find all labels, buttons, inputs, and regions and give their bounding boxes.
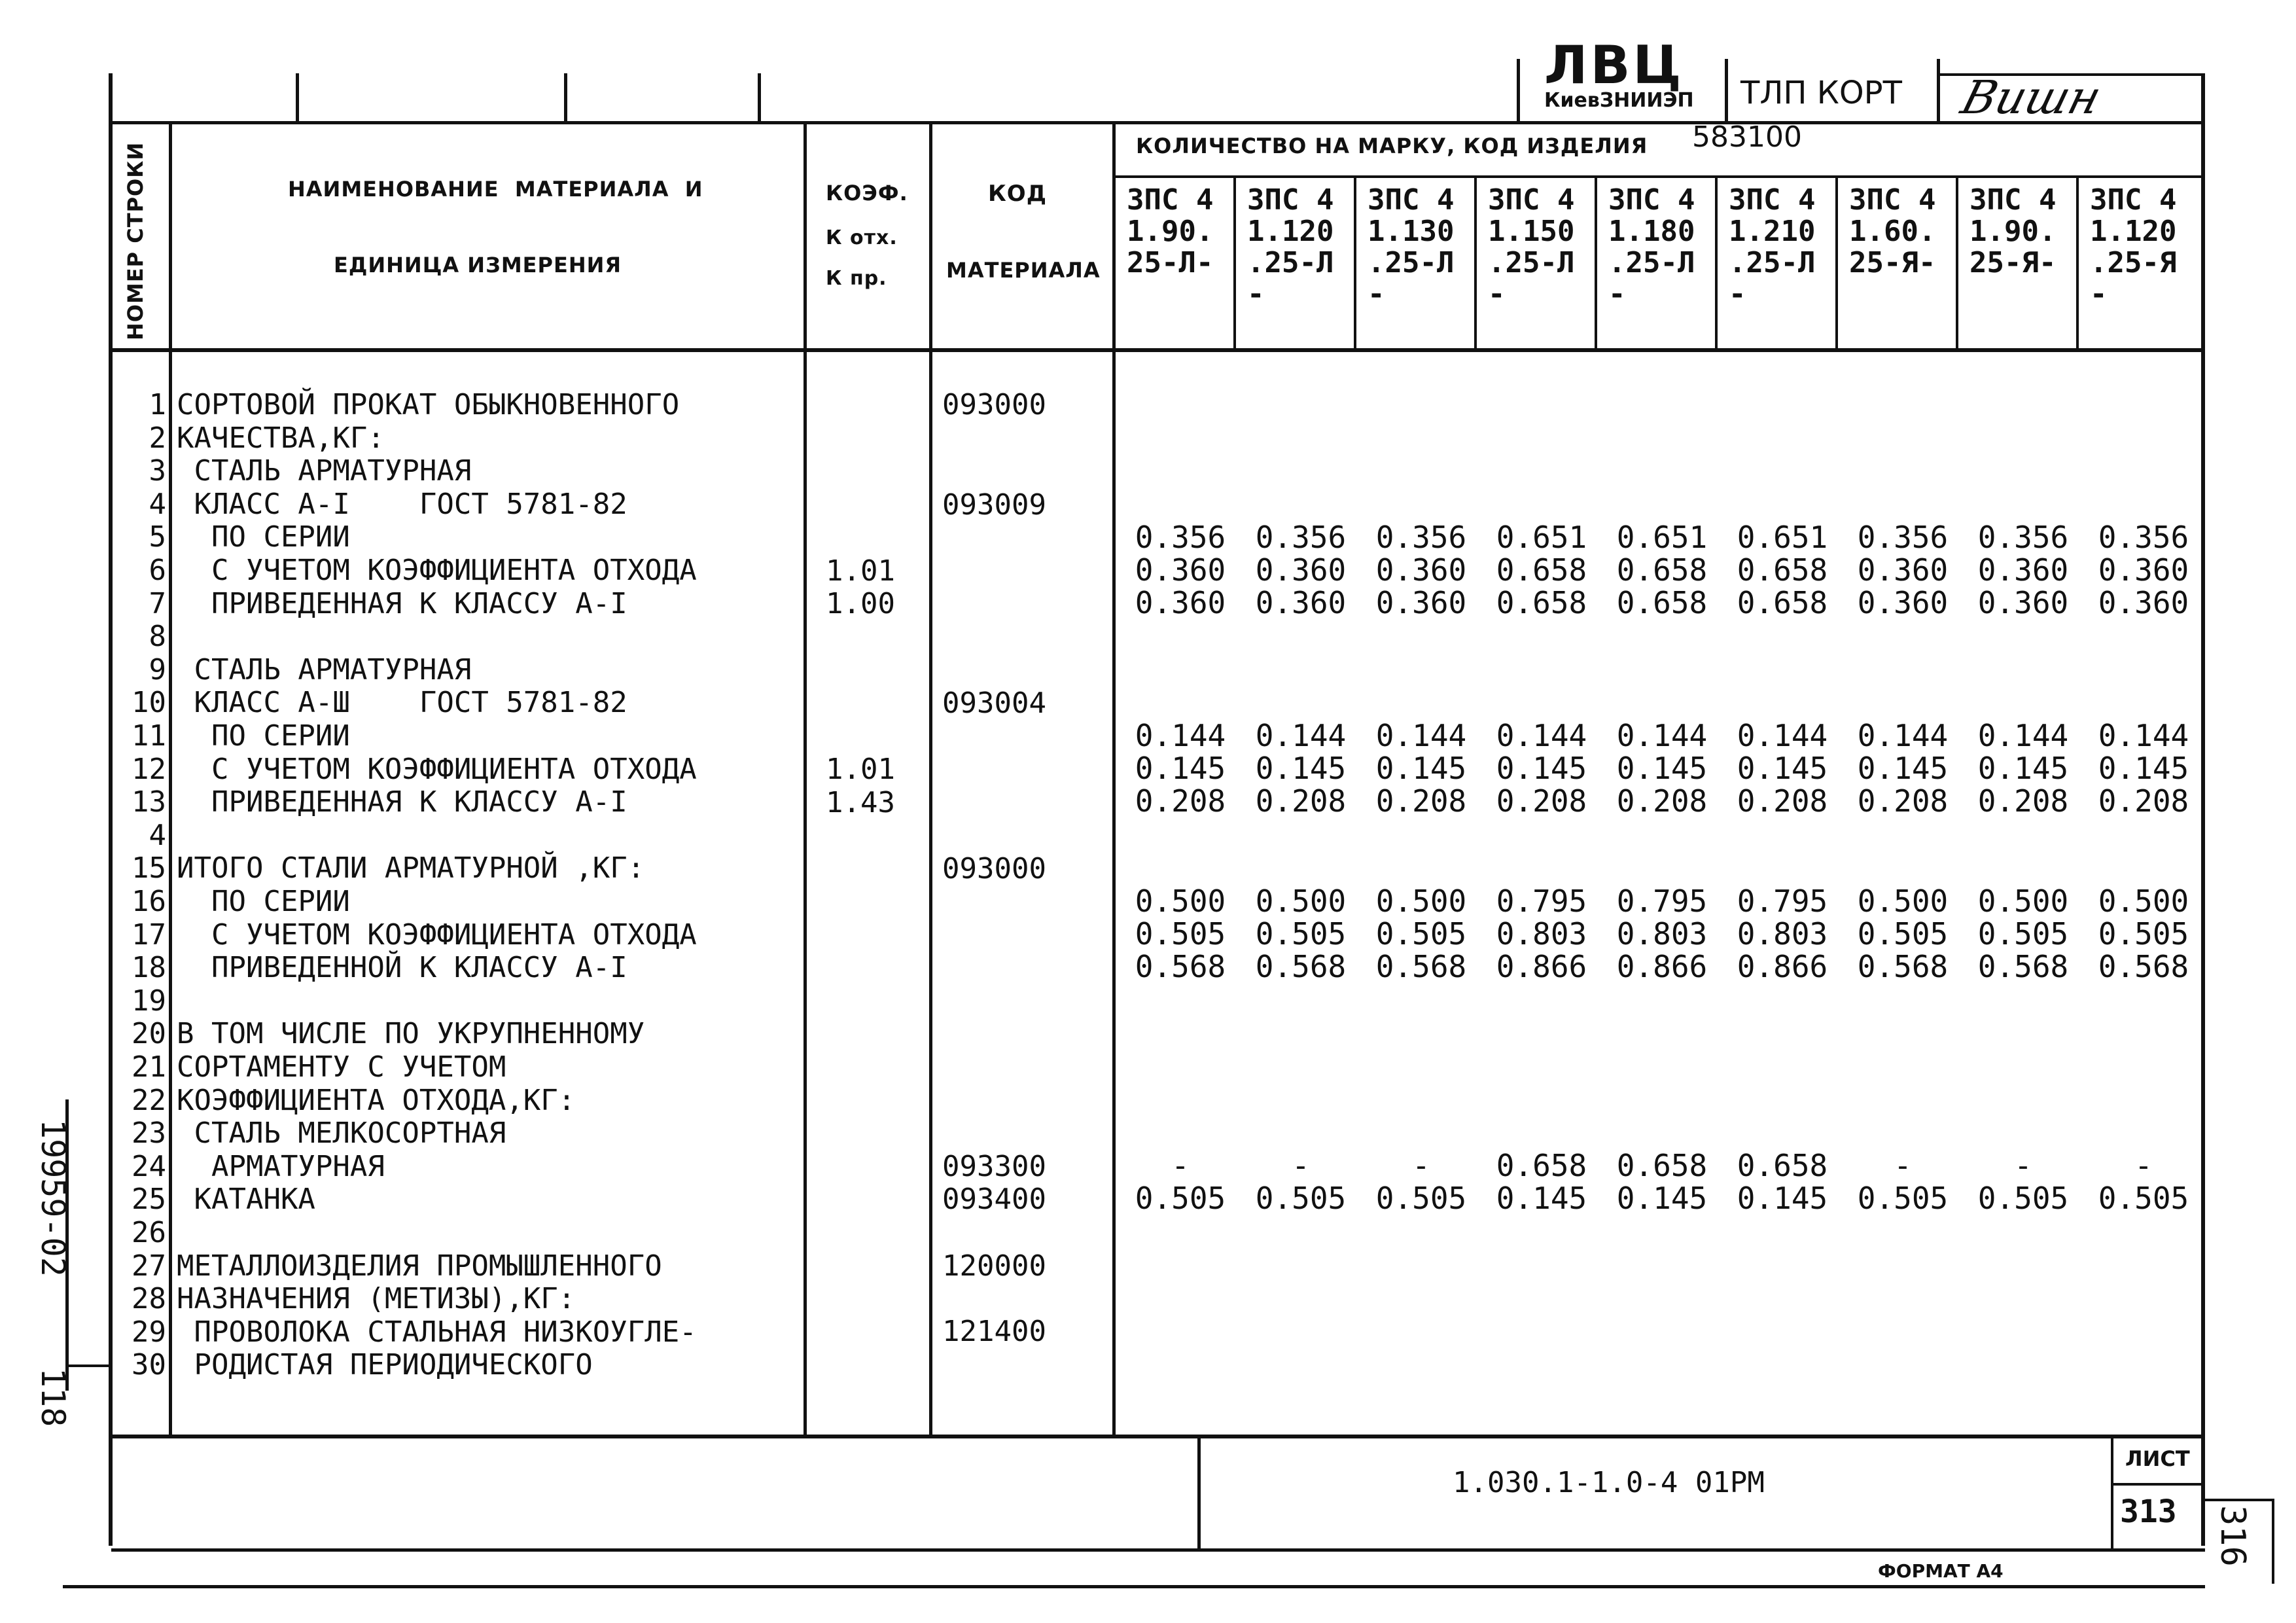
- quantity-value: 0.356: [1977, 520, 2069, 555]
- material-name: ПРИВЕДЕННАЯ К КЛАССУ А-I: [177, 785, 627, 819]
- quantity-value: 0.144: [1496, 718, 1587, 753]
- material-name: КАЧЕСТВА,КГ:: [177, 421, 385, 455]
- code-header-1: КОД: [988, 181, 1047, 207]
- column-header: 3ПС 4 1.90. 25-Я-: [1969, 183, 2057, 279]
- quantity-value: 0.208: [1375, 783, 1467, 819]
- quantity-value: 0.658: [1496, 585, 1587, 620]
- material-name: ПРИВЕДЕННАЯ К КЛАССУ А-I: [177, 586, 627, 620]
- quantity-value: 0.360: [1255, 552, 1347, 588]
- quantity-value: 0.208: [1255, 783, 1347, 819]
- column-header: 3ПС 4 1.60. 25-Я-: [1849, 183, 1936, 279]
- quantity-value: 0.208: [1857, 783, 1949, 819]
- material-name: НАЗНАЧЕНИЯ (МЕТИЗЫ),КГ:: [177, 1282, 576, 1316]
- quantity-value: 0.145: [1857, 751, 1949, 786]
- quantity-value: 0.505: [1375, 1181, 1467, 1216]
- quantity-value: 0.568: [1857, 949, 1949, 984]
- material-name: ПО СЕРИИ: [177, 885, 350, 918]
- quantity-value: -: [1894, 1148, 1912, 1183]
- row-number: 4: [149, 487, 166, 521]
- quantity-value: 0.658: [1737, 585, 1828, 620]
- quantity-value: 0.505: [1135, 916, 1226, 952]
- material-name: ПРИВЕДЕННОЙ К КЛАССУ А-I: [177, 951, 627, 985]
- material-name: ПО СЕРИИ: [177, 719, 350, 753]
- quantity-value: 0.145: [1255, 751, 1347, 786]
- quantity-value: 0.651: [1496, 520, 1587, 555]
- material-name: КЛАСС А-Ш ГОСТ 5781-82: [177, 686, 627, 720]
- dept-label: ТЛП КОРТ: [1740, 75, 1902, 111]
- quantity-value: 0.568: [2098, 949, 2189, 984]
- product-code: 583100: [1692, 120, 1802, 154]
- quantity-value: 0.360: [2098, 552, 2189, 588]
- row-number: 10: [132, 686, 166, 720]
- material-name: В ТОМ ЧИСЛЕ ПО УКРУПНЕННОМУ: [177, 1017, 645, 1051]
- quantity-value: 0.145: [1496, 751, 1587, 786]
- quantity-value: 0.866: [1737, 949, 1828, 984]
- koef-value: 1.00: [826, 587, 895, 620]
- material-name: АРМАТУРНАЯ: [177, 1149, 385, 1183]
- quantity-value: 0.145: [1375, 751, 1467, 786]
- unit-header: ЕДИНИЦА ИЗМЕРЕНИЯ: [334, 253, 622, 277]
- quantity-value: 0.651: [1616, 520, 1708, 555]
- quantity-value: 0.356: [1255, 520, 1347, 555]
- material-name: КОЭФФИЦИЕНТА ОТХОДА,КГ:: [177, 1083, 576, 1117]
- quantity-value: 0.568: [1375, 949, 1467, 984]
- material-name: СТАЛЬ АРМАТУРНАЯ: [177, 454, 472, 488]
- quantity-value: -: [1412, 1148, 1430, 1183]
- row-number: 27: [132, 1249, 166, 1283]
- row-number: 4: [149, 818, 166, 852]
- column-header: 3ПС 4 1.150 .25-Л -: [1488, 183, 1575, 311]
- row-number: 15: [132, 851, 166, 885]
- koef-header-3: К пр.: [826, 267, 887, 290]
- koef-value: 1.01: [826, 753, 895, 786]
- material-name: С УЧЕТОМ КОЭФФИЦИЕНТА ОТХОДА: [177, 752, 697, 786]
- material-name: С УЧЕТОМ КОЭФФИЦИЕНТА ОТХОДА: [177, 918, 697, 952]
- quantity-value: 0.208: [1977, 783, 2069, 819]
- sheet-label: ЛИСТ: [2125, 1446, 2190, 1471]
- quantity-value: 0.658: [1616, 585, 1708, 620]
- koef-value: 1.01: [826, 554, 895, 588]
- quantity-value: 0.795: [1616, 883, 1708, 919]
- row-number: 18: [132, 951, 166, 985]
- quantity-value: 0.651: [1737, 520, 1828, 555]
- quantity-value: 0.866: [1616, 949, 1708, 984]
- quantity-value: 0.208: [1496, 783, 1587, 819]
- quantity-value: 0.145: [1737, 751, 1828, 786]
- quantity-value: -: [2014, 1148, 2032, 1183]
- quantity-value: 0.360: [1135, 552, 1226, 588]
- quantity-value: 0.803: [1496, 916, 1587, 952]
- quantity-value: 0.803: [1737, 916, 1828, 952]
- material-name-header: НАИМЕНОВАНИЕ МАТЕРИАЛА И: [288, 177, 703, 202]
- quantity-value: -: [1171, 1148, 1190, 1183]
- quantity-value: 0.505: [2098, 916, 2189, 952]
- quantity-value: 0.360: [1857, 585, 1949, 620]
- quantity-value: 0.144: [1737, 718, 1828, 753]
- quantity-value: 0.360: [1135, 585, 1226, 620]
- column-header: 3ПС 4 1.90. 25-Л-: [1127, 183, 1214, 279]
- quantity-value: 0.505: [1135, 1181, 1226, 1216]
- quantity-value: 0.356: [1857, 520, 1949, 555]
- side-code: 19959-02: [34, 1119, 72, 1277]
- column-header: 3ПС 4 1.130 .25-Л -: [1368, 183, 1455, 311]
- signature: Вишн: [1956, 71, 2107, 124]
- quantity-value: 0.500: [1375, 883, 1467, 919]
- quantity-value: 0.144: [2098, 718, 2189, 753]
- material-code: 093000: [942, 388, 1046, 421]
- column-header: 3ПС 4 1.120 .25-Л -: [1247, 183, 1334, 311]
- quantity-value: 0.658: [1737, 1148, 1828, 1183]
- quantity-value: 0.658: [1496, 552, 1587, 588]
- row-number: 12: [132, 752, 166, 786]
- quantity-value: 0.505: [1857, 916, 1949, 952]
- quantity-value: 0.803: [1616, 916, 1708, 952]
- sheet-number: 313: [2120, 1493, 2177, 1530]
- quantity-value: 0.208: [1737, 783, 1828, 819]
- row-number: 29: [132, 1315, 166, 1349]
- material-code: 121400: [942, 1315, 1046, 1348]
- quantity-value: 0.356: [2098, 520, 2189, 555]
- material-code: 093000: [942, 852, 1046, 885]
- material-name: ПРОВОЛОКА СТАЛЬНАЯ НИЗКОУГЛЕ-: [177, 1315, 697, 1349]
- quantity-value: 0.145: [1616, 1181, 1708, 1216]
- row-number: 13: [132, 785, 166, 819]
- quantity-value: 0.505: [1255, 1181, 1347, 1216]
- quantity-value: 0.145: [1737, 1181, 1828, 1216]
- material-code: 120000: [942, 1249, 1046, 1283]
- quantity-value: 0.658: [1737, 552, 1828, 588]
- quantity-value: 0.795: [1496, 883, 1587, 919]
- quantity-value: 0.360: [1977, 585, 2069, 620]
- quantity-value: 0.360: [2098, 585, 2189, 620]
- quantity-value: 0.500: [2098, 883, 2189, 919]
- material-code: 093009: [942, 488, 1046, 522]
- quantity-value: 0.568: [1135, 949, 1226, 984]
- quantity-value: 0.145: [1616, 751, 1708, 786]
- row-number: 5: [149, 520, 166, 554]
- material-name: СОРТАМЕНТУ С УЧЕТОМ: [177, 1050, 506, 1084]
- koef-header-2: К отх.: [826, 226, 898, 249]
- quantity-value: 0.145: [2098, 751, 2189, 786]
- row-number: 2: [149, 421, 166, 455]
- quantity-value: 0.356: [1135, 520, 1226, 555]
- quantity-value: 0.145: [1977, 751, 2069, 786]
- row-number: 7: [149, 586, 166, 620]
- quantity-value: 0.658: [1496, 1148, 1587, 1183]
- row-number: 9: [149, 652, 166, 687]
- row-number: 20: [132, 1017, 166, 1051]
- row-number: 3: [149, 454, 166, 488]
- quantity-value: 0.144: [1375, 718, 1467, 753]
- material-name: С УЧЕТОМ КОЭФФИЦИЕНТА ОТХОДА: [177, 554, 697, 587]
- row-number: 19: [132, 984, 166, 1018]
- column-header: 3ПС 4 1.180 .25-Л -: [1608, 183, 1695, 311]
- row-number: 22: [132, 1083, 166, 1117]
- doc-code: 1.030.1-1.0-4 01РМ: [1453, 1466, 1765, 1499]
- quantity-value: 0.144: [1255, 718, 1347, 753]
- quantity-value: 0.500: [1255, 883, 1347, 919]
- quantity-value: 0.144: [1616, 718, 1708, 753]
- material-code: 093400: [942, 1183, 1046, 1216]
- quantity-value: 0.505: [1375, 916, 1467, 952]
- quantity-value: 0.208: [1616, 783, 1708, 819]
- side-number: 118: [34, 1368, 72, 1427]
- material-name: КЛАСС А-I ГОСТ 5781-82: [177, 487, 627, 521]
- code-header-2: МАТЕРИАЛА: [946, 258, 1101, 283]
- quantity-value: 0.144: [1857, 718, 1949, 753]
- quantity-value: 0.505: [1977, 916, 2069, 952]
- koef-header-1: КОЭФ.: [826, 181, 908, 205]
- row-number: 30: [132, 1348, 166, 1382]
- material-name: МЕТАЛЛОИЗДЕЛИЯ ПРОМЫШЛЕННОГО: [177, 1249, 662, 1283]
- material-name: СОРТОВОЙ ПРОКАТ ОБЫКНОВЕННОГО: [177, 388, 680, 421]
- row-number: 1: [149, 388, 166, 421]
- quantity-value: 0.500: [1857, 883, 1949, 919]
- quantity-value: 0.144: [1977, 718, 2069, 753]
- quantity-value: 0.500: [1977, 883, 2069, 919]
- quantity-value: 0.208: [2098, 783, 2189, 819]
- column-header: 3ПС 4 1.120 .25-Я -: [2090, 183, 2177, 311]
- material-name: СТАЛЬ МЕЛКОСОРТНАЯ: [177, 1116, 506, 1150]
- quantity-value: 0.658: [1616, 552, 1708, 588]
- quantity-value: 0.505: [2098, 1181, 2189, 1216]
- format-label: ФОРМАТ А4: [1878, 1560, 2004, 1582]
- quantity-value: 0.145: [1135, 751, 1226, 786]
- quantity-value: 0.145: [1496, 1181, 1587, 1216]
- material-code: 093004: [942, 687, 1046, 720]
- material-code: 093300: [942, 1150, 1046, 1183]
- quantity-value: 0.360: [1977, 552, 2069, 588]
- quantity-value: -: [2134, 1148, 2153, 1183]
- org-name: КиевЗНИИЭП: [1544, 89, 1694, 112]
- row-number-header: НОМЕР СТРОКИ: [123, 141, 148, 340]
- quantity-value: 0.568: [1977, 949, 2069, 984]
- org-logo: ЛВЦ: [1544, 35, 1684, 96]
- quantity-value: 0.360: [1375, 585, 1467, 620]
- quantity-value: 0.795: [1737, 883, 1828, 919]
- quantity-value: 0.505: [1255, 916, 1347, 952]
- material-name: РОДИСТАЯ ПЕРИОДИЧЕСКОГО: [177, 1348, 593, 1382]
- quantity-header: КОЛИЧЕСТВО НА МАРКУ, КОД ИЗДЕЛИЯ: [1136, 134, 1648, 158]
- row-number: 23: [132, 1116, 166, 1150]
- quantity-value: 0.505: [1977, 1181, 2069, 1216]
- row-number: 25: [132, 1183, 166, 1217]
- quantity-value: 0.568: [1255, 949, 1347, 984]
- quantity-value: 0.360: [1857, 552, 1949, 588]
- row-number: 11: [132, 719, 166, 753]
- quantity-value: 0.360: [1375, 552, 1467, 588]
- quantity-value: -: [1292, 1148, 1310, 1183]
- row-number: 26: [132, 1216, 166, 1249]
- quantity-value: 0.208: [1135, 783, 1226, 819]
- quantity-value: 0.505: [1857, 1181, 1949, 1216]
- row-number: 28: [132, 1282, 166, 1316]
- column-header: 3ПС 4 1.210 .25-Л -: [1729, 183, 1816, 311]
- row-number: 8: [149, 620, 166, 654]
- material-name: КАТАНКА: [177, 1183, 315, 1217]
- quantity-value: 0.360: [1255, 585, 1347, 620]
- row-number: 17: [132, 918, 166, 952]
- quantity-value: 0.356: [1375, 520, 1467, 555]
- material-name: ИТОГО СТАЛИ АРМАТУРНОЙ ,КГ:: [177, 851, 645, 885]
- quantity-value: 0.144: [1135, 718, 1226, 753]
- quantity-value: 0.866: [1496, 949, 1587, 984]
- row-number: 21: [132, 1050, 166, 1084]
- material-name: ПО СЕРИИ: [177, 520, 350, 554]
- quantity-value: 0.500: [1135, 883, 1226, 919]
- koef-value: 1.43: [826, 786, 895, 819]
- page-number: 316: [2213, 1505, 2252, 1567]
- quantity-value: 0.658: [1616, 1148, 1708, 1183]
- row-number: 16: [132, 885, 166, 918]
- material-name: СТАЛЬ АРМАТУРНАЯ: [177, 652, 472, 687]
- row-number: 24: [132, 1149, 166, 1183]
- row-number: 6: [149, 554, 166, 587]
